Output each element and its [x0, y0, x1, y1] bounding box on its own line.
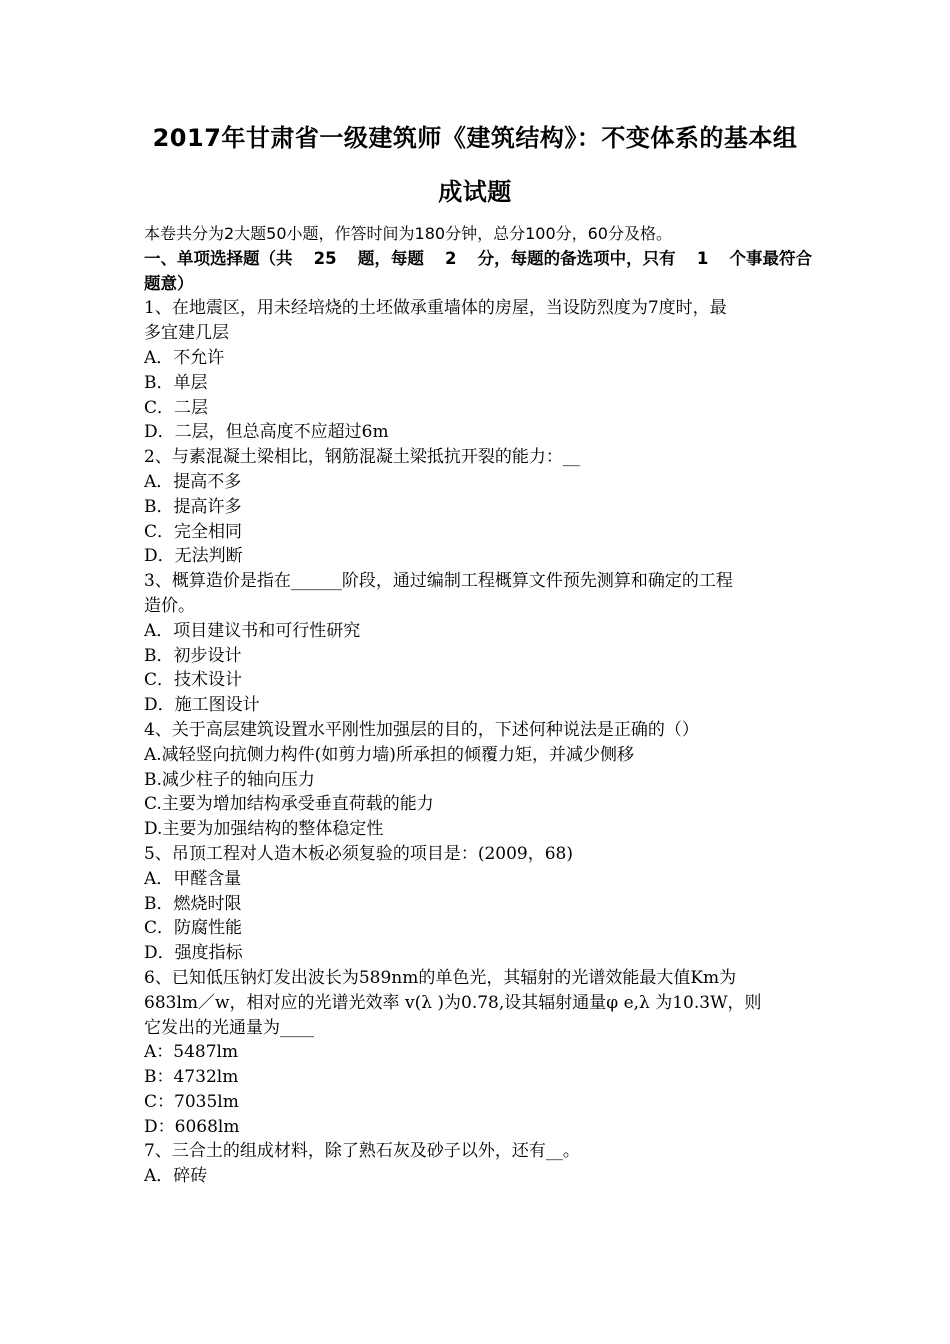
question-1	[144, 296, 812, 445]
question-text: 4、关于高层建筑设置水平刚性加强层的目的，下述何种说法是正确的（）	[144, 719, 699, 740]
option-a: A：5487lm	[144, 1042, 239, 1063]
section-heading-part: 25	[313, 248, 337, 268]
option-b: B：4732lm	[144, 1067, 239, 1088]
section-heading	[144, 247, 812, 272]
option-c: C.主要为增加结构承受垂直荷载的能力	[144, 794, 434, 815]
section-heading-part: 1	[696, 248, 709, 268]
document-title-line-1: 2017年甘肃省一级建筑师《建筑结构》：不变体系的基本组	[152, 124, 798, 152]
option-c: C：7035lm	[144, 1091, 239, 1112]
option-a: A．不允许	[144, 347, 225, 368]
option-c: C．防腐性能	[144, 918, 243, 939]
question-text: 6、已知低压钠灯发出波长为589nm的单色光，其辐射的光谱效能最大值Km为	[144, 967, 737, 988]
option-b: B.减少柱子的轴向压力	[144, 769, 315, 790]
question-text: 7、三合土的组成材料，除了熟石灰及砂子以外，还有__。	[144, 1141, 580, 1162]
option-c: C．技术设计	[144, 670, 243, 691]
question-text: 造价。	[144, 595, 195, 616]
option-a: A．甲醛含量	[144, 868, 242, 889]
question-text: 3、概算造价是指在______阶段，通过编制工程概算文件预先测算和确定的工程	[144, 571, 733, 592]
option-c: C．完全相同	[144, 521, 243, 542]
section-heading-part: 2	[444, 248, 457, 268]
question-5	[144, 842, 812, 966]
question-4	[144, 718, 812, 842]
question-text: 683lm／w，相对应的光谱光效率 v(λ )为0.78,设其辐射通量φ e,λ 为10.3W，则	[144, 992, 762, 1013]
question-text: 2、与素混凝土梁相比，钢筋混凝土梁抵抗开裂的能力：__	[144, 447, 580, 468]
option-b: B．提高许多	[144, 496, 242, 517]
document-body	[144, 222, 812, 1189]
question-7	[144, 1139, 812, 1189]
question-6	[144, 966, 812, 1140]
section-heading-continued: 题意）	[144, 273, 194, 293]
option-d: D．强度指标	[144, 943, 243, 964]
option-b: B．单层	[144, 372, 208, 393]
option-b: B．燃烧时限	[144, 893, 242, 914]
question-text: 多宜建几层	[144, 323, 229, 344]
option-c: C．二层	[144, 397, 209, 418]
option-d: D．二层，但总高度不应超过6m	[144, 422, 389, 443]
option-d: D.主要为加强结构的整体稳定性	[144, 819, 384, 840]
option-d: D：6068lm	[144, 1116, 240, 1137]
document-title-line-2: 成试题	[438, 178, 512, 206]
option-d: D．施工图设计	[144, 695, 260, 716]
question-text: 5、吊顶工程对人造木板必须复验的项目是：(2009，68)	[144, 843, 573, 864]
section-heading-part: 分，每题的备选项中，只有	[477, 248, 676, 268]
option-d: D．无法判断	[144, 546, 243, 567]
question-3	[144, 569, 812, 718]
option-b: B．初步设计	[144, 645, 242, 666]
question-text: 它发出的光通量为____	[144, 1017, 314, 1038]
option-a: A．碎砖	[144, 1166, 208, 1187]
section-heading-part: 个事最符合	[729, 248, 812, 268]
section-heading-part: 题，每题	[357, 248, 424, 268]
option-a: A．项目建议书和可行性研究	[144, 620, 361, 641]
question-2	[144, 445, 812, 569]
question-text: 1、在地震区，用未经培烧的土坯做承重墙体的房屋，当设防烈度为7度时，最	[144, 298, 727, 319]
section-heading-part: 一、单项选择题（共	[144, 248, 293, 268]
exam-intro: 本卷共分为2大题50小题，作答时间为180分钟，总分100分，60分及格。	[144, 224, 672, 243]
option-a: A.减轻竖向抗侧力构件(如剪力墙)所承担的倾覆力矩，并减少侧移	[144, 744, 634, 765]
option-a: A．提高不多	[144, 471, 242, 492]
